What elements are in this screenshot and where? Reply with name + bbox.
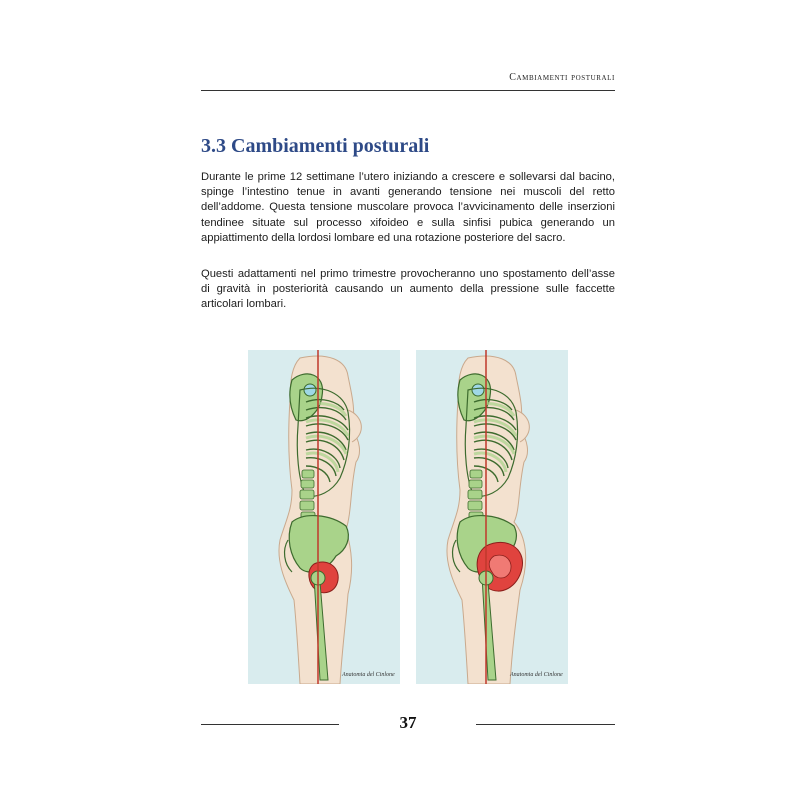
illustrator-signature: Anatomia del Cinlone — [342, 672, 395, 678]
illustrator-signature: Anatomia del Cinlone — [510, 672, 563, 678]
page-number: 37 — [399, 713, 417, 732]
skeleton-illustration — [248, 350, 400, 684]
skeleton-illustration — [416, 350, 568, 684]
section-title: 3.3 Cambiamenti posturali — [201, 135, 430, 157]
posture-illustration-after — [416, 350, 568, 684]
footer-rule-left — [201, 724, 339, 725]
header-rule — [201, 90, 615, 91]
posture-illustration-before — [248, 350, 400, 684]
body-paragraph-1: Durante le prime 12 settimane l’utero iniziando a crescere e sollevarsi dal bacino, spinge l’intestino tenue in avanti generando tensione nei muscoli del retto dell’addome. Questa tensione muscolare provoca l’avvicinamento delle inserzioni tendinee situate sul processo xifoideo e sulla sinfisi pubica generando un appiattimento della lordosi lombare ed una rotazione posteriore del sacro. — [201, 171, 615, 244]
body-paragraph-2: Questi adattamenti nel primo trimestre provocheranno uno spostamento dell’asse di gravità in posteriorità causando un aumento della pressione sulle faccette articolari lombari. — [201, 268, 615, 311]
footer-rule-right — [476, 724, 615, 725]
running-head: Cambiamenti posturali — [509, 72, 615, 83]
